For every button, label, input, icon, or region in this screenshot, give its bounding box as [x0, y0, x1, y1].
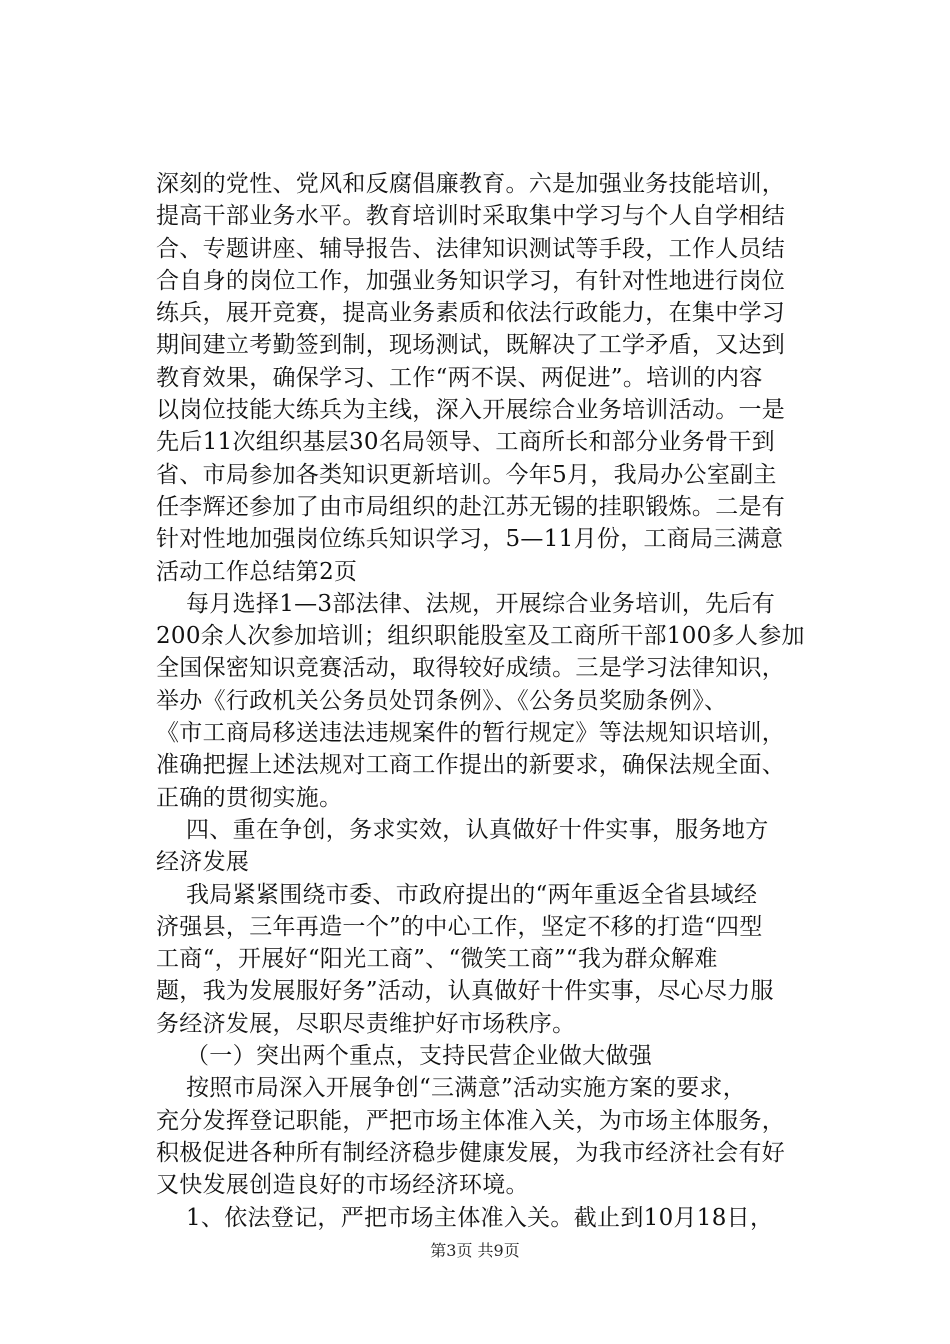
text-line: 提高干部业务水平。教育培训时采取集中学习与个人自学相结 [156, 203, 786, 230]
text-line: 济强县，三年再造一个”的中心工作，坚定不移的打造“四型 [156, 913, 763, 940]
text-line: 省、市局参加各类知识更新培训。今年5月，我局办公室副主 [156, 461, 777, 488]
text-line: 期间建立考勤签到制，现场测试，既解决了工学矛盾，又达到 [156, 332, 786, 359]
text-line: 练兵，展开竞赛，提高业务素质和依法行政能力，在集中学习 [156, 300, 786, 327]
text-line: 先后11次组织基层30名局领导、工商所长和部分业务骨干到 [156, 429, 775, 456]
text-line: 全国保密知识竞赛活动，取得较好成绩。三是学习法律知识， [156, 655, 786, 682]
text-line: 1、依法登记，严把市场主体准入关。截止到10月18日， [186, 1204, 774, 1231]
text-line: 200余人次参加培训；组织职能股室及工商所干部100多人参加 [156, 623, 805, 650]
text-line: 任李辉还参加了由市局组织的赴江苏无锡的挂职锻炼。二是有 [156, 493, 786, 520]
subsection-heading: （一）突出两个重点，支持民营企业做大做强 [186, 1043, 652, 1070]
page-footer: 第3页 共9页 [430, 1241, 520, 1260]
text-line: 准确把握上述法规对工商工作提出的新要求，确保法规全面、 [156, 752, 786, 779]
text-line: 又快发展创造良好的市场经济环境。 [156, 1172, 529, 1199]
text-line: 《市工商局移送违法违规案件的暂行规定》等法规知识培训， [156, 720, 786, 747]
text-line: 举办《行政机关公务员处罚条例》、《公务员奖励条例》、 [156, 687, 728, 714]
text-line: 教育效果，确保学习、工作“两不误、两促进”。培训的内容 [156, 364, 763, 391]
document-body [156, 168, 836, 1234]
text-line: 按照市局深入开展争创“三满意”活动实施方案的要求， [186, 1075, 747, 1102]
text-line: 工商“，开展好“阳光工商”、“微笑工商”“我为群众解难 [156, 946, 718, 973]
text-line: 题，我为发展服好务”活动，认真做好十件实事，尽心尽力服 [156, 978, 774, 1005]
text-line: 合、专题讲座、辅导报告、法律知识测试等手段，工作人员结 [156, 235, 786, 262]
text-line: 每月选择1—3部法律、法规，开展综合业务培训，先后有 [186, 590, 776, 617]
text-line: 合自身的岗位工作，加强业务知识学习，有针对性地进行岗位 [156, 267, 786, 294]
text-line: 深刻的党性、党风和反腐倡廉教育。六是加强业务技能培训， [156, 171, 786, 197]
text-line: 务经济发展，尽职尽责维护好市场秩序。 [156, 1010, 576, 1037]
text-line: 针对性地加强岗位练兵知识学习，5—11月份，工商局三满意 [156, 526, 784, 553]
text-line: 活动工作总结第2页 [156, 558, 358, 585]
text-line: 充分发挥登记职能，严把市场主体准入关，为市场主体服务， [156, 1107, 786, 1134]
text-line: 积极促进各种所有制经济稳步健康发展，为我市经济社会有好 [156, 1139, 786, 1166]
section-heading: 经济发展 [156, 849, 250, 876]
text-line: 我局紧紧围绕市委、市政府提出的“两年重返全省县域经 [186, 881, 758, 908]
text-line: 正确的贯彻实施。 [156, 784, 343, 811]
section-heading: 四、重在争创，务求实效，认真做好十件实事，服务地方 [186, 816, 769, 843]
text-line: 以岗位技能大练兵为主线，深入开展综合业务培训活动。一是 [156, 397, 786, 424]
